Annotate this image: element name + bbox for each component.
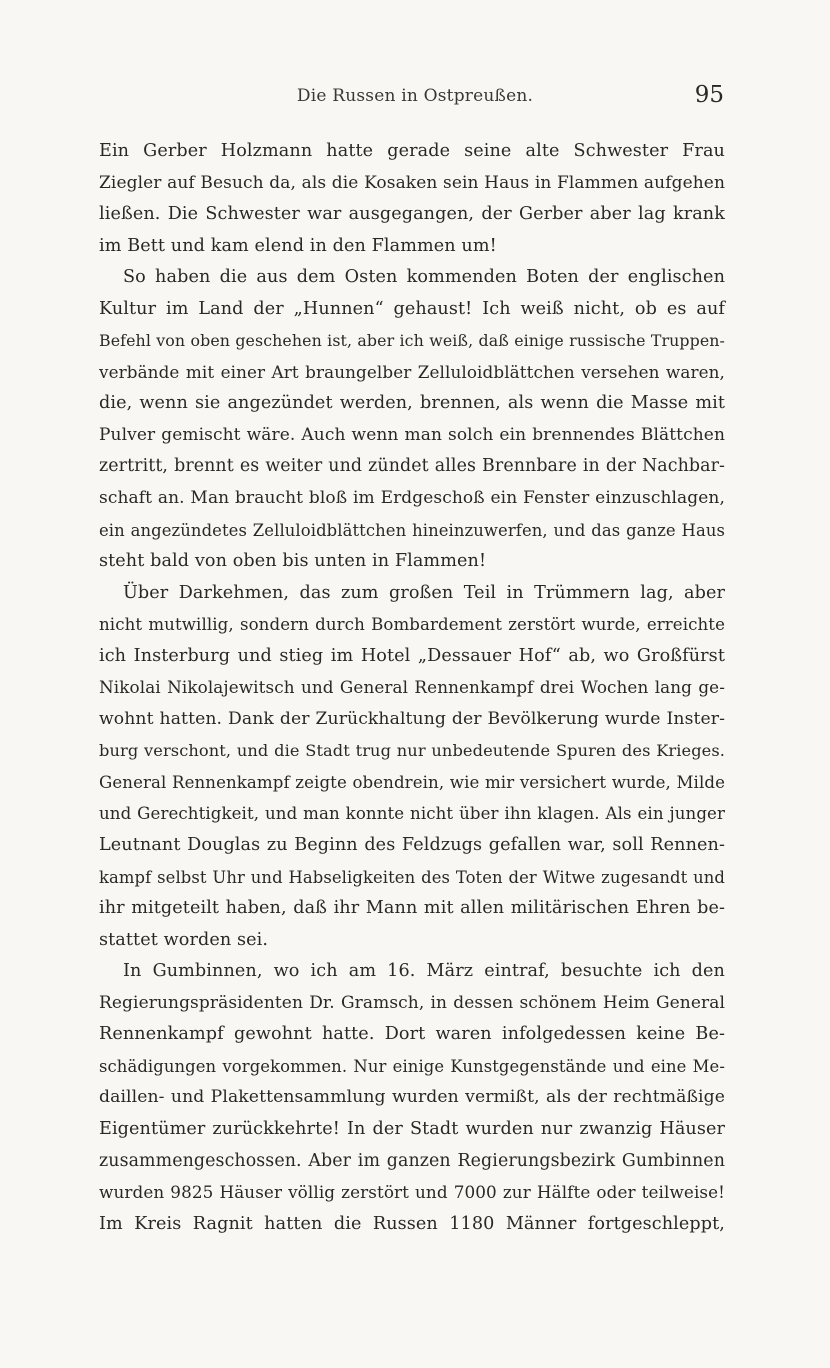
text-line: wohnt hatten. Dank der Zurückhaltung der Bevölkerung wurde Inster- <box>99 708 725 729</box>
text-line: stattet worden sei. <box>99 929 269 950</box>
text-line: burg verschont, und die Stadt trug nur unbedeutende Spuren des Krieges. <box>99 741 725 761</box>
page-number: 95 <box>694 82 724 108</box>
text-line: Eigentümer zurückkehrte! In der Stadt wurden nur zwanzig Häuser <box>99 1118 725 1139</box>
body-text <box>99 136 725 1240</box>
text-line: steht bald von oben bis unten in Flammen! <box>99 551 487 572</box>
text-line: In Gumbinnen, wo ich am 16. März eintraf, besuchte ich den <box>123 961 725 982</box>
text-line: ich Insterburg und stieg im Hotel „Dessauer Hof“ ab, wo Großfürst <box>99 645 725 666</box>
text-line: Ziegler auf Besuch da, als die Kosaken sein Haus in Flammen aufgehen <box>99 172 725 193</box>
text-line: kampf selbst Uhr und Habseligkeiten des Toten der Witwe zugesandt und <box>99 867 725 887</box>
text-line: nicht mutwillig, sondern durch Bombardement zerstört wurde, erreichte <box>99 615 725 635</box>
text-line: Befehl von oben geschehen ist, aber ich weiß, daß einige russische Truppen- <box>99 331 725 351</box>
text-line: General Rennenkampf zeigte obendrein, wie mir versichert wurde, Milde <box>99 772 725 792</box>
text-line: die, wenn sie angezündet werden, brennen, als wenn die Masse mit <box>99 393 725 414</box>
text-line: ließen. Die Schwester war ausgegangen, der Gerber aber lag krank <box>99 204 725 225</box>
text-line: Pulver gemischt wäre. Auch wenn man solch ein brennendes Blättchen <box>99 424 725 445</box>
text-line: Ein Gerber Holzmann hatte gerade seine alte Schwester Frau <box>99 141 725 161</box>
text-line: zertritt, brennt es weiter und zündet alles Brennbare in der Nachbar- <box>99 456 725 477</box>
text-line: Leutnant Douglas zu Beginn des Feldzugs gefallen war, soll Rennen- <box>99 835 725 856</box>
text-line: verbände mit einer Art braungelber Zelluloidblättchen versehen waren, <box>99 361 725 382</box>
running-title: Die Russen in Ostpreußen. <box>296 86 534 106</box>
text-line: schädigungen vorgekommen. Nur einige Kunstgegenstände und eine Me- <box>99 1056 725 1076</box>
text-line: schaft an. Man braucht bloß im Erdgeschoß ein Fenster einzuschlagen, <box>99 488 725 509</box>
text-line: Im Kreis Ragnit hatten die Russen 1180 Männer fortgeschleppt, <box>99 1213 725 1234</box>
text-line: Nikolai Nikolajewitsch und General Rennenkampf drei Wochen lang ge- <box>99 677 725 698</box>
text-line: ein angezündetes Zelluloidblättchen hineinzuwerfen, und das ganze Haus <box>99 520 725 540</box>
text-line: daillen- und Plakettensammlung wurden vermißt, als der rechtmäßige <box>99 1087 725 1108</box>
text-line: Rennenkampf gewohnt hatte. Dort waren infolgedessen keine Be- <box>99 1024 725 1045</box>
running-head <box>100 82 730 112</box>
text-line: So haben die aus dem Osten kommenden Boten der englischen <box>123 267 725 288</box>
text-line: im Bett und kam elend in den Flammen um! <box>99 235 497 256</box>
text-line: ihr mitgeteilt haben, daß ihr Mann mit allen militärischen Ehren be- <box>99 898 725 919</box>
text-line: zusammengeschossen. Aber im ganzen Regierungsbezirk Gumbinnen <box>99 1150 725 1171</box>
text-line: wurden 9825 Häuser völlig zerstört und 7000 zur Hälfte oder teilweise! <box>99 1182 725 1203</box>
text-line: Kultur im Land der „Hunnen“ gehaust! Ich weiß nicht, ob es auf <box>99 298 725 319</box>
text-line: Über Darkehmen, das zum großen Teil in Trümmern lag, aber <box>123 582 725 603</box>
text-line: Regierungspräsidenten Dr. Gramsch, in dessen schönem Heim General <box>99 992 725 1013</box>
text-line: und Gerechtigkeit, und man konnte nicht über ihn klagen. Als ein junger <box>99 804 725 824</box>
